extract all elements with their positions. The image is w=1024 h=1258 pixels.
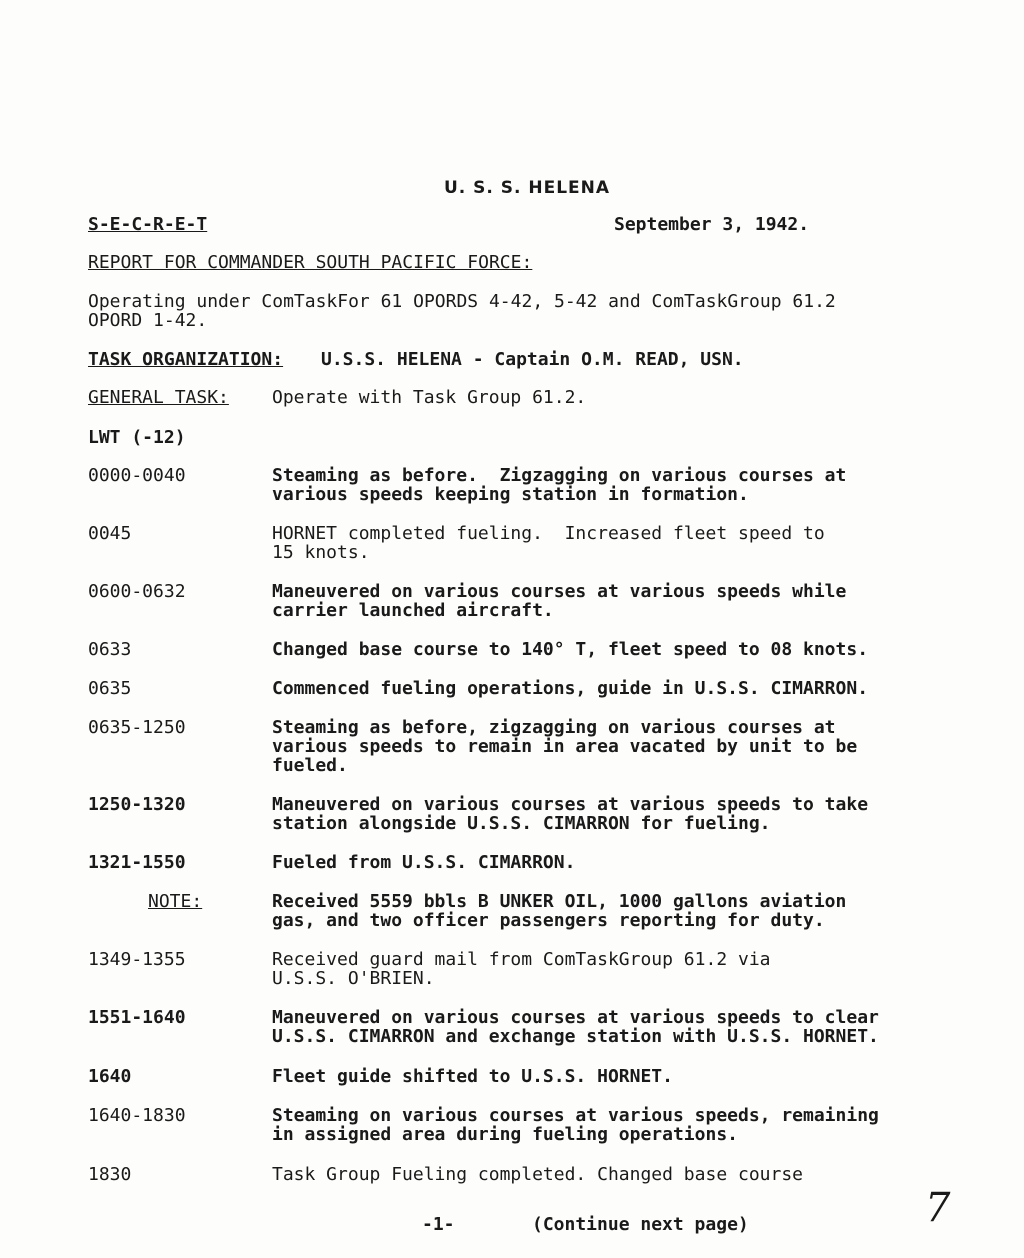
log-text: Commenced fueling operations, guide in U.S.S. CIMARRON. [272,678,869,699]
time-zone-label: LWT (-12) [88,427,186,448]
classification-label: S-E-C-R-E-T [88,214,208,235]
ship-title: U. S. S. HELENA [443,178,611,198]
log-time: 0045 [88,523,132,544]
page-number: -1- [422,1214,455,1235]
general-task-label: GENERAL TASK: [88,387,229,408]
log-text: HORNET completed fueling. Increased fleet speed to 15 knots. [272,523,825,563]
general-task-value: Operate with Task Group 61.2. [272,387,587,408]
log-text: Fleet guide shifted to U.S.S. HORNET. [272,1066,673,1087]
note-text: Received 5559 bbls B UNKER OIL, 1000 gallons aviation gas, and two officer passengers reporting for duty. [272,891,847,931]
log-time: 1830 [88,1164,132,1185]
log-text: Maneuvered on various courses at various speeds to take station alongside U.S.S. CIMARRON for fueling. [272,794,869,834]
continuation-note: (Continue next page) [532,1214,749,1235]
log-time: 0633 [88,639,132,660]
log-text: Steaming on various courses at various speeds, remaining in assigned area during fueling operations. [272,1105,879,1145]
log-time: 0635 [88,678,132,699]
log-time: 1551-1640 [88,1007,186,1028]
log-text: Changed base course to 140° T, fleet speed to 08 knots. [272,639,869,660]
log-text: Maneuvered on various courses at various speeds while carrier launched aircraft. [272,581,847,621]
log-time: 0000-0040 [88,465,186,486]
log-time: 1640-1830 [88,1105,186,1126]
task-organization-value: U.S.S. HELENA - Captain O.M. READ, USN. [321,349,744,370]
report-heading: REPORT FOR COMMANDER SOUTH PACIFIC FORCE: [88,252,533,273]
log-text: Steaming as before. Zigzagging on various courses at various speeds keeping station in formation. [272,465,847,505]
log-time: 1250-1320 [88,794,186,815]
task-organization-label: TASK ORGANIZATION: [88,349,284,370]
operating-line-2: OPORD 1-42. [88,310,208,331]
operating-line-1: Operating under ComTaskFor 61 OPORDS 4-42, 5-42 and ComTaskGroup 61.2 [88,291,836,312]
log-time: 1321-1550 [88,852,186,873]
log-time: 0635-1250 [88,717,186,738]
log-time: 1349-1355 [88,949,186,970]
log-text: Fueled from U.S.S. CIMARRON. [272,852,576,873]
log-text: Task Group Fueling completed. Changed base course [272,1164,804,1185]
handwritten-page-mark: 7 [925,1185,951,1231]
log-text: Steaming as before, zigzagging on various courses at various speeds to remain in area vacated by unit to be fueled. [272,717,858,776]
note-label: NOTE: [148,891,203,912]
report-date: September 3, 1942. [614,214,810,235]
log-text: Maneuvered on various courses at various speeds to clear U.S.S. CIMARRON and exchange station with U.S.S. HORNET. [272,1007,879,1047]
log-time: 1640 [88,1066,132,1087]
log-text: Received guard mail from ComTaskGroup 61.2 via U.S.S. O'BRIEN. [272,949,771,989]
log-time: 0600-0632 [88,581,186,602]
